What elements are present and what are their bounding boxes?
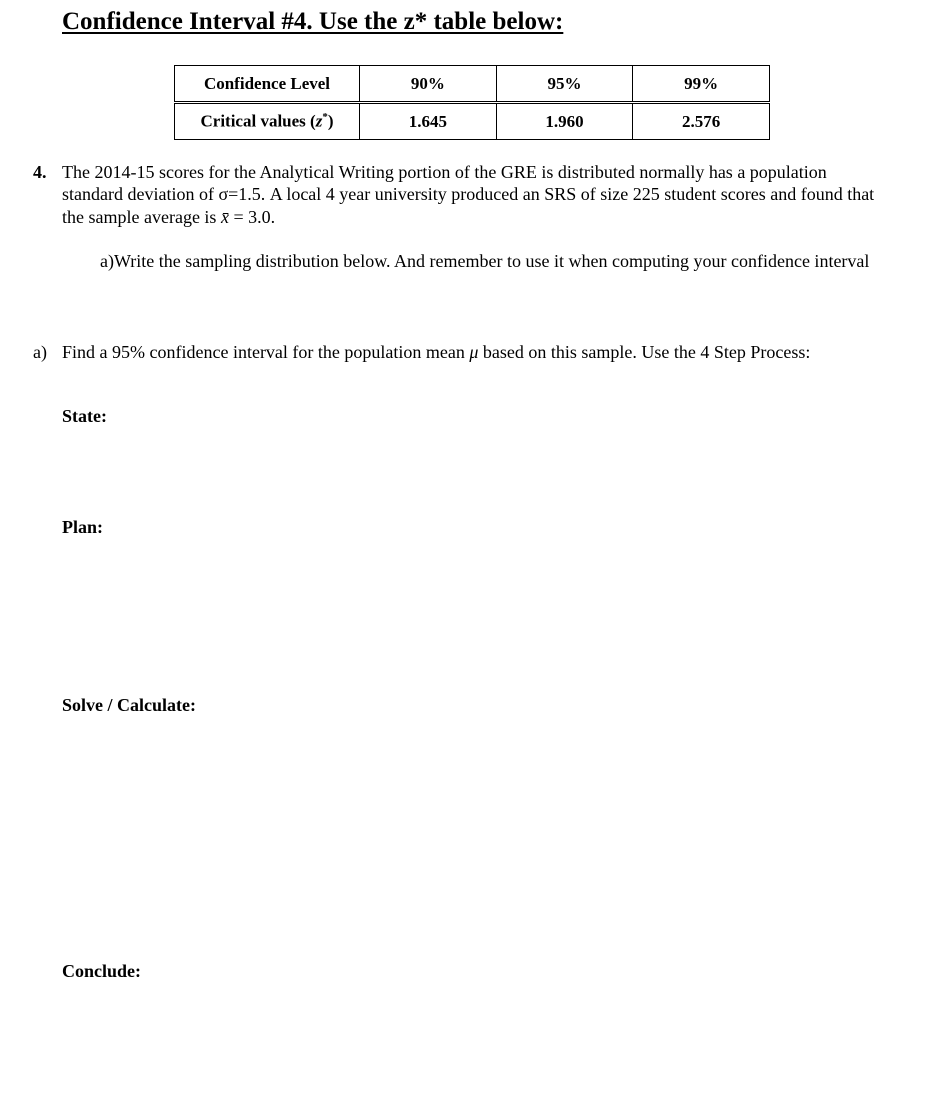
page-title: Confidence Interval #4. Use the z* table below:: [62, 8, 564, 35]
sample-average-label: the sample average is: [62, 207, 221, 227]
level-cell: 90%: [360, 66, 497, 103]
level-cell: 99%: [633, 66, 770, 103]
closing-paren: ): [327, 111, 334, 131]
level-cell: 95%: [496, 66, 633, 103]
question-number: 4.: [33, 162, 47, 182]
step-conclude-label: Conclude:: [62, 961, 142, 981]
critical-value-cell: 2.576: [633, 103, 770, 140]
part-a-sampling-distribution-instruction: a)Write the sampling distribution below. And remember to use it when computing your confidence interval: [100, 251, 870, 271]
question-text-line-1: The 2014-15 scores for the Analytical Writing portion of the GRE is distributed normally has a population: [62, 162, 827, 182]
critical-value-cell: 1.960: [496, 103, 633, 140]
step-solve-label: Solve / Calculate:: [62, 695, 196, 715]
part-a-marker: a): [33, 342, 47, 362]
question-text-line-2: standard deviation of σ=1.5. A local 4 year university produced an SRS of size 225 student scores and found that: [62, 184, 875, 204]
instruction-text-end: based on this sample. Use the 4 Step Process:: [478, 342, 811, 362]
z-symbol: z: [315, 111, 323, 131]
instruction-text-start: Find a 95% confidence interval for the population mean: [62, 342, 470, 362]
critical-value-cell: 1.645: [360, 103, 497, 140]
table-row-confidence-level: [175, 66, 770, 103]
part-a-confidence-interval-instruction: [62, 341, 810, 363]
critical-values-label: Critical values (: [200, 111, 316, 131]
mu-symbol: μ: [469, 342, 479, 362]
row-header-critical-values: [175, 103, 360, 140]
question-text-line-3: [62, 206, 275, 228]
star-symbol: *: [322, 111, 328, 124]
step-plan-label: Plan:: [62, 517, 104, 537]
step-state-label: State:: [62, 406, 107, 426]
x-bar-symbol: x̄: [220, 207, 229, 227]
z-critical-value-table: [174, 65, 770, 140]
sample-average-value: = 3.0.: [228, 207, 276, 227]
table-row-critical-values: [175, 103, 770, 140]
row-header-confidence-level: Confidence Level: [175, 66, 360, 103]
